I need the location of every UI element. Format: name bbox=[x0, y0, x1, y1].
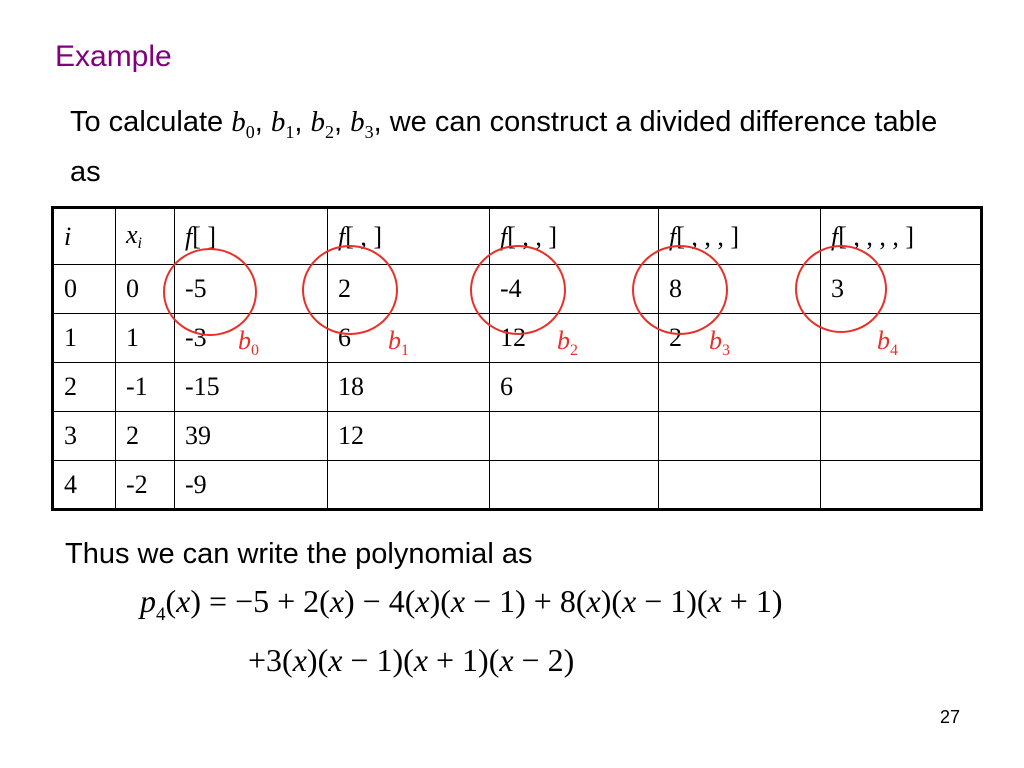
header-xi: $x_i$ bbox=[116, 208, 175, 265]
b0-symbol: $b_0$ bbox=[231, 106, 255, 142]
table-cell: 4 bbox=[53, 461, 116, 510]
label-b0: $b_0$ bbox=[238, 326, 259, 359]
table-cell: 2 bbox=[328, 265, 490, 314]
table-cell: -9 bbox=[175, 461, 328, 510]
table-cell bbox=[490, 412, 659, 461]
table-row bbox=[53, 412, 982, 461]
highlight-circle-b2 bbox=[470, 245, 566, 335]
intro-suffix: , we can construct a divided difference table as bbox=[70, 106, 938, 188]
b2-symbol: $b_2$ bbox=[310, 106, 334, 142]
table-cell: -2 bbox=[116, 461, 175, 510]
table-cell: 12 bbox=[328, 412, 490, 461]
table-cell bbox=[821, 412, 982, 461]
table-cell bbox=[821, 461, 982, 510]
header-f3: f[ , , , ] bbox=[659, 208, 821, 265]
header-i: i bbox=[53, 208, 116, 265]
label-b1: $b_1$ bbox=[388, 326, 409, 359]
intro-prefix: To calculate bbox=[70, 106, 232, 138]
table-cell: 1 bbox=[116, 314, 175, 363]
table-cell: 0 bbox=[53, 265, 116, 314]
highlight-circle-b0 bbox=[163, 248, 257, 336]
table-cell: 2 bbox=[116, 412, 175, 461]
table-cell: 0 bbox=[116, 265, 175, 314]
table-cell bbox=[659, 412, 821, 461]
slide-title: Example bbox=[55, 40, 172, 73]
header-f2: f[ , , ] bbox=[490, 208, 659, 265]
header-f0: f[ ] bbox=[175, 208, 328, 265]
label-b4: $b_4$ bbox=[877, 326, 898, 359]
table-row bbox=[53, 461, 982, 510]
table-cell: -15 bbox=[175, 363, 328, 412]
b3-symbol: $b_3$ bbox=[350, 106, 374, 142]
header-f1: f[ , ] bbox=[328, 208, 490, 265]
table-cell bbox=[821, 363, 982, 412]
highlight-circle-b1 bbox=[302, 245, 398, 335]
table-cell: 3 bbox=[821, 265, 982, 314]
table-cell: 2 bbox=[659, 314, 821, 363]
table-cell: 39 bbox=[175, 412, 328, 461]
conclusion-text: Thus we can write the polynomial as bbox=[65, 538, 533, 570]
label-b2: $b_2$ bbox=[557, 326, 578, 359]
table-cell bbox=[328, 461, 490, 510]
polynomial-equation-line1: $p_4(x) = -5 + 2(x) - 4(x)(x - 1) + 8(x)(x - 1)(x + 1)$ bbox=[140, 583, 783, 625]
table-cell: -1 bbox=[116, 363, 175, 412]
table-cell: 3 bbox=[53, 412, 116, 461]
table-cell: 8 bbox=[659, 265, 821, 314]
header-f4: f[ , , , , ] bbox=[821, 208, 982, 265]
table-cell: 1 bbox=[53, 314, 116, 363]
b1-symbol: $b_1$ bbox=[270, 106, 295, 142]
label-b3: $b_3$ bbox=[709, 326, 730, 359]
table-cell bbox=[490, 461, 659, 510]
table-cell: 18 bbox=[328, 363, 490, 412]
intro-text: To calculate $b_0$, $b_1$, $b_2$, $b_3$, we can construct a divided difference table as bbox=[70, 106, 938, 188]
polynomial-equation-line2: +3(x)(x − 1)(x + 1)(x − 2) bbox=[248, 642, 575, 678]
highlight-circle-b4 bbox=[795, 245, 887, 333]
table-cell: 6 bbox=[490, 363, 659, 412]
table-cell bbox=[659, 363, 821, 412]
page-number: 27 bbox=[940, 707, 961, 727]
table-cell bbox=[659, 461, 821, 510]
table-cell: 12 bbox=[490, 314, 659, 363]
table-cell: -5 bbox=[175, 265, 328, 314]
table-cell: -3 bbox=[175, 314, 328, 363]
table-cell: 6 bbox=[328, 314, 490, 363]
table-cell: -4 bbox=[490, 265, 659, 314]
highlight-circle-b3 bbox=[632, 245, 728, 335]
table-cell: 2 bbox=[53, 363, 116, 412]
table-row bbox=[53, 363, 982, 412]
